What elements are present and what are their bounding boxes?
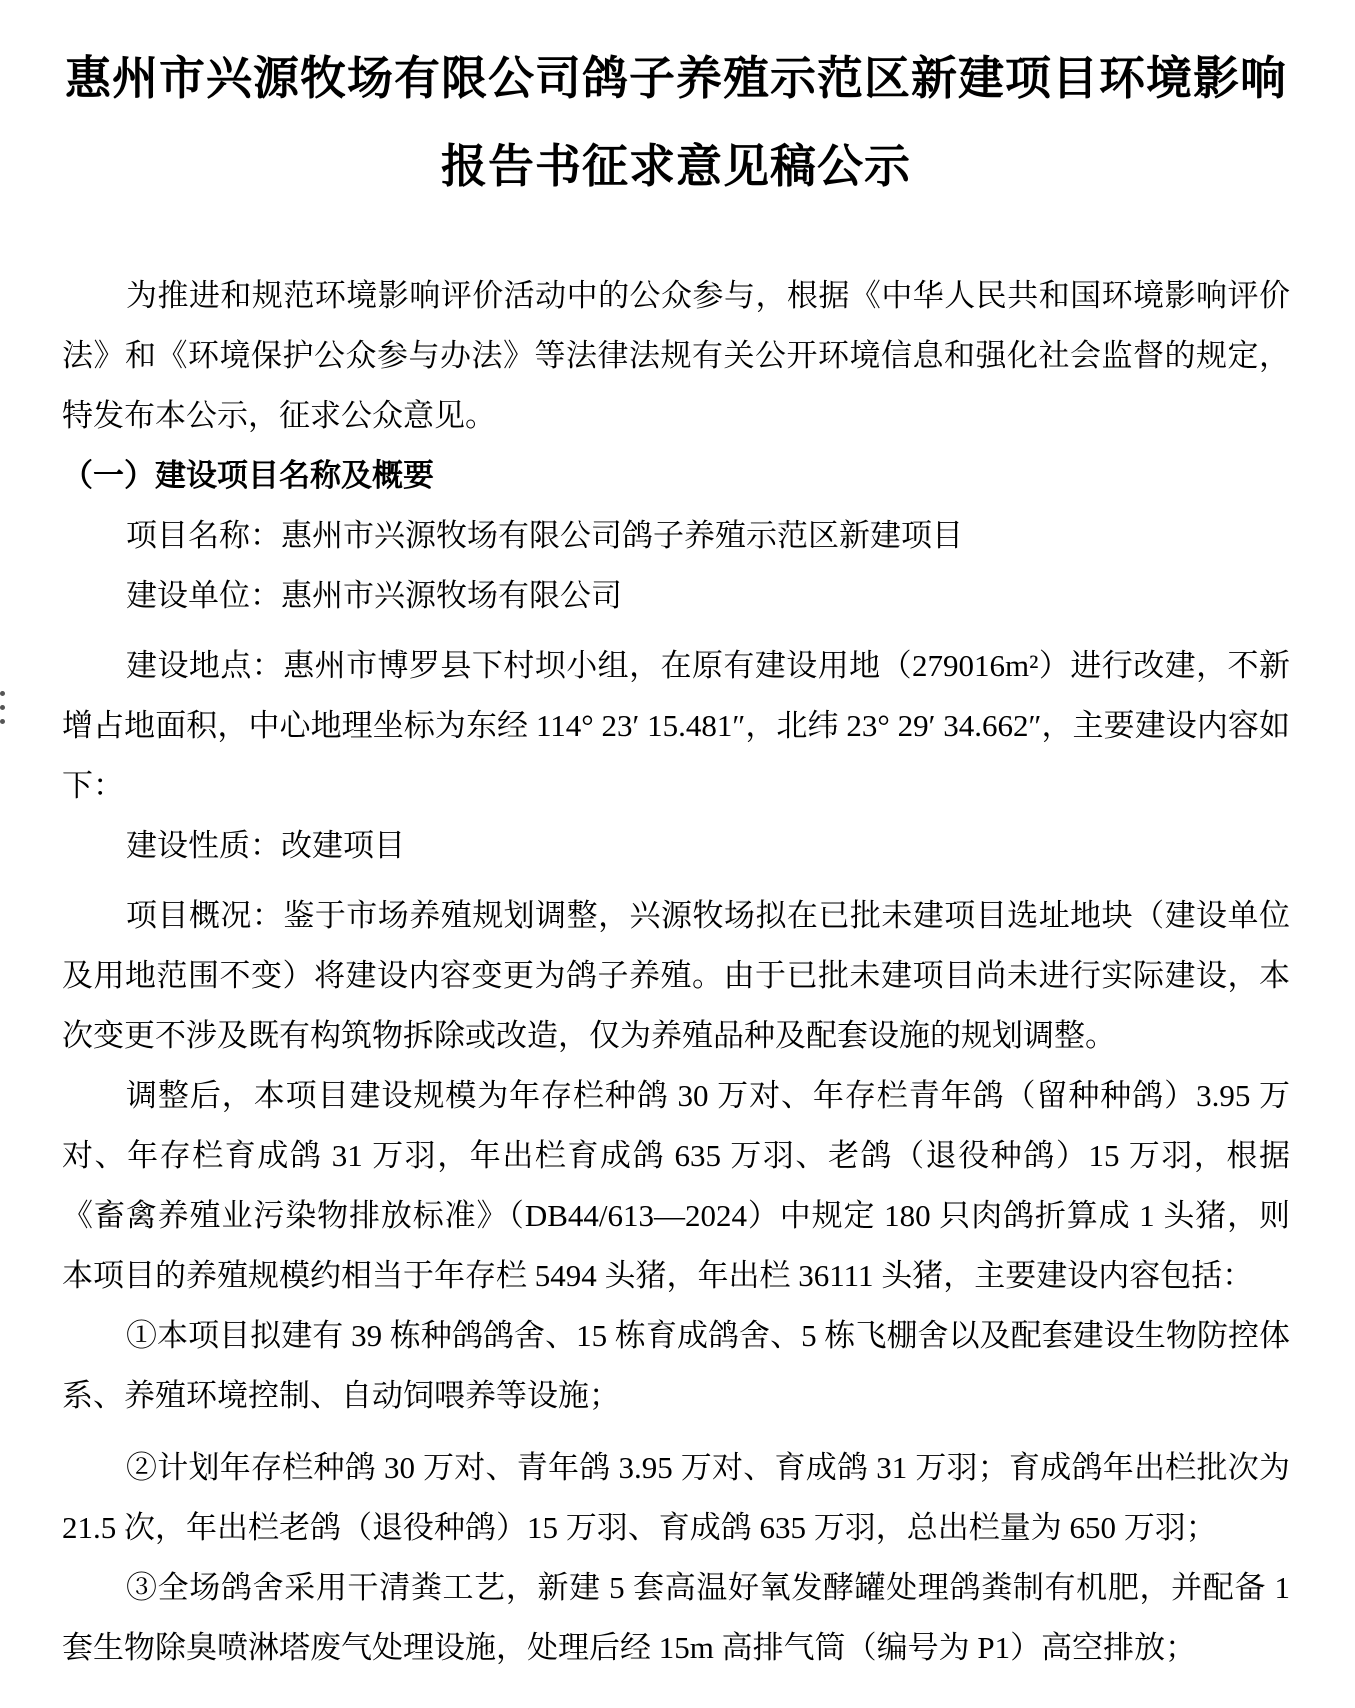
scale-paragraph: 调整后，本项目建设规模为年存栏种鸽 30 万对、年存栏青年鸽（留种种鸽）3.95 万对、年存栏育成鸽 31 万羽，年出栏育成鸽 635 万羽、老鸽（退役种鸽）15 万羽，根据《畜禽养殖业污染物排放标准》（DB44/613—2024）中规定 180 只肉鸽折算成 1 头猪，则本项目的养殖规模约相当于年存栏 5494 头猪，年出栏 36111 头猪，主要建设内容包括： — [62, 1078, 1290, 1293]
intro-paragraph: 为推进和规范环境影响评价活动中的公众参与，根据《中华人民共和国环境影响评价法》和《环境保护公众参与办法》等法律法规有关公开环境信息和强化社会监督的规定，特发布本公示，征求公众意见。 — [62, 278, 1290, 433]
document-title: 惠州市兴源牧场有限公司鸽子养殖示范区新建项目环境影响报告书征求意见稿公示 — [65, 52, 1287, 192]
construction-unit-line: 建设单位：惠州市兴源牧场有限公司 — [126, 578, 622, 613]
document-body — [62, 266, 1290, 1678]
build-item-2-paragraph: ②计划年存栏种鸽 30 万对、青年鸽 3.95 万对、育成鸽 31 万羽；育成鸽年出栏批次为 21.5 次，年出栏老鸽（退役种鸽）15 万羽、育成鸽 635 万羽，总出栏量为 650 万羽； — [62, 1450, 1290, 1545]
construction-nature-line: 建设性质：改建项目 — [126, 828, 405, 863]
section-1-heading: （一）建设项目名称及概要 — [62, 458, 434, 493]
project-name-line: 项目名称：惠州市兴源牧场有限公司鸽子养殖示范区新建项目 — [126, 518, 963, 553]
document-page — [0, 34, 1355, 1708]
build-item-3-paragraph: ③全场鸽舍采用干清粪工艺，新建 5 套高温好氧发酵罐处理鸽粪制有机肥，并配备 1 套生物除臭喷淋塔废气处理设施，处理后经 15m 高排气筒（编号为 P1）高空排放； — [62, 1570, 1290, 1665]
project-overview-paragraph: 项目概况：鉴于市场养殖规划调整，兴源牧场拟在已批未建项目选址地块（建设单位及用地范围不变）将建设内容变更为鸽子养殖。由于已批未建项目尚未进行实际建设，本次变更不涉及既有构筑物拆除或改造，仅为养殖品种及配套设施的规划调整。 — [62, 898, 1290, 1053]
build-item-1-paragraph: ①本项目拟建有 39 栋种鸽鸽舍、15 栋育成鸽舍、5 栋飞棚舍以及配套建设生物防控体系、养殖环境控制、自动饲喂养等设施； — [62, 1318, 1290, 1413]
edge-handle-dots-icon[interactable] — [0, 691, 8, 724]
construction-site-paragraph: 建设地点：惠州市博罗县下村坝小组，在原有建设用地（279016m²）进行改建，不新增占地面积，中心地理坐标为东经 114° 23′ 15.481″，北纬 23° 29′ 34.662″，主要建设内容如下： — [62, 648, 1290, 803]
